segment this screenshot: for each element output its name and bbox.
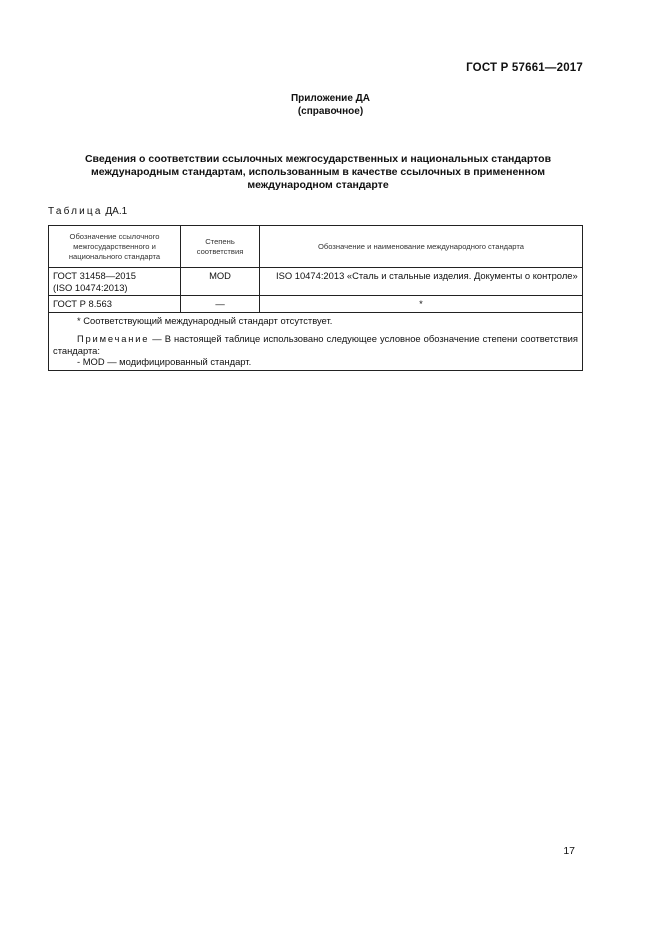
column-header-designation: Обозначение ссылочного межгосударственного и национального стандарта — [49, 226, 181, 268]
table-row — [49, 296, 583, 313]
annex-title: Приложение ДА — [290, 93, 371, 104]
table-header-row — [49, 226, 583, 268]
table-note — [53, 333, 578, 356]
intl-standard-cell: * — [260, 296, 583, 313]
note-text: — В настоящей таблице использовано следующее условное обозначение степени соответствия стандарта: — [53, 333, 578, 356]
footnote: * Соответствующий международный стандарт отсутствует. — [77, 314, 333, 326]
designation-text: ГОСТ 31458—2015 — [53, 270, 136, 281]
notes-cell — [49, 312, 583, 370]
table-caption-number: ДА.1 — [105, 206, 128, 217]
degree-cell: — — [181, 296, 260, 313]
annex-heading — [0, 92, 661, 118]
section-title: Сведения о соответствии ссылочных межгосударственных и национальных стандартов международным стандартам, использованным в качестве ссылочных в примененном международном стандарте — [84, 153, 552, 191]
document-code: ГОСТ Р 57661—2017 — [466, 62, 583, 74]
table-caption-word: Таблица — [48, 206, 103, 217]
intl-standard-text: ISO 10474:2013 «Сталь и стальные изделия. Документы о контроле» — [276, 270, 578, 281]
table-caption — [48, 206, 127, 217]
degree-cell: MOD — [181, 268, 260, 296]
designation-text: (ISO 10474:2013) — [53, 281, 128, 293]
column-header-degree: Степень соответствия — [181, 226, 260, 268]
page-number: 17 — [563, 845, 575, 857]
intl-standard-cell — [260, 268, 583, 296]
column-header-intl-standard: Обозначение и наименование международного стандарта — [260, 226, 583, 268]
designation-cell — [49, 268, 181, 296]
note-label: Примечание — [77, 333, 150, 344]
table-notes-row — [49, 312, 583, 370]
designation-cell: ГОСТ Р 8.563 — [49, 296, 181, 313]
note-list-item: - MOD — модифицированный стандарт. — [77, 356, 252, 367]
table-row — [49, 268, 583, 296]
annex-subtitle: (справочное) — [297, 106, 364, 117]
correspondence-table — [48, 225, 583, 371]
